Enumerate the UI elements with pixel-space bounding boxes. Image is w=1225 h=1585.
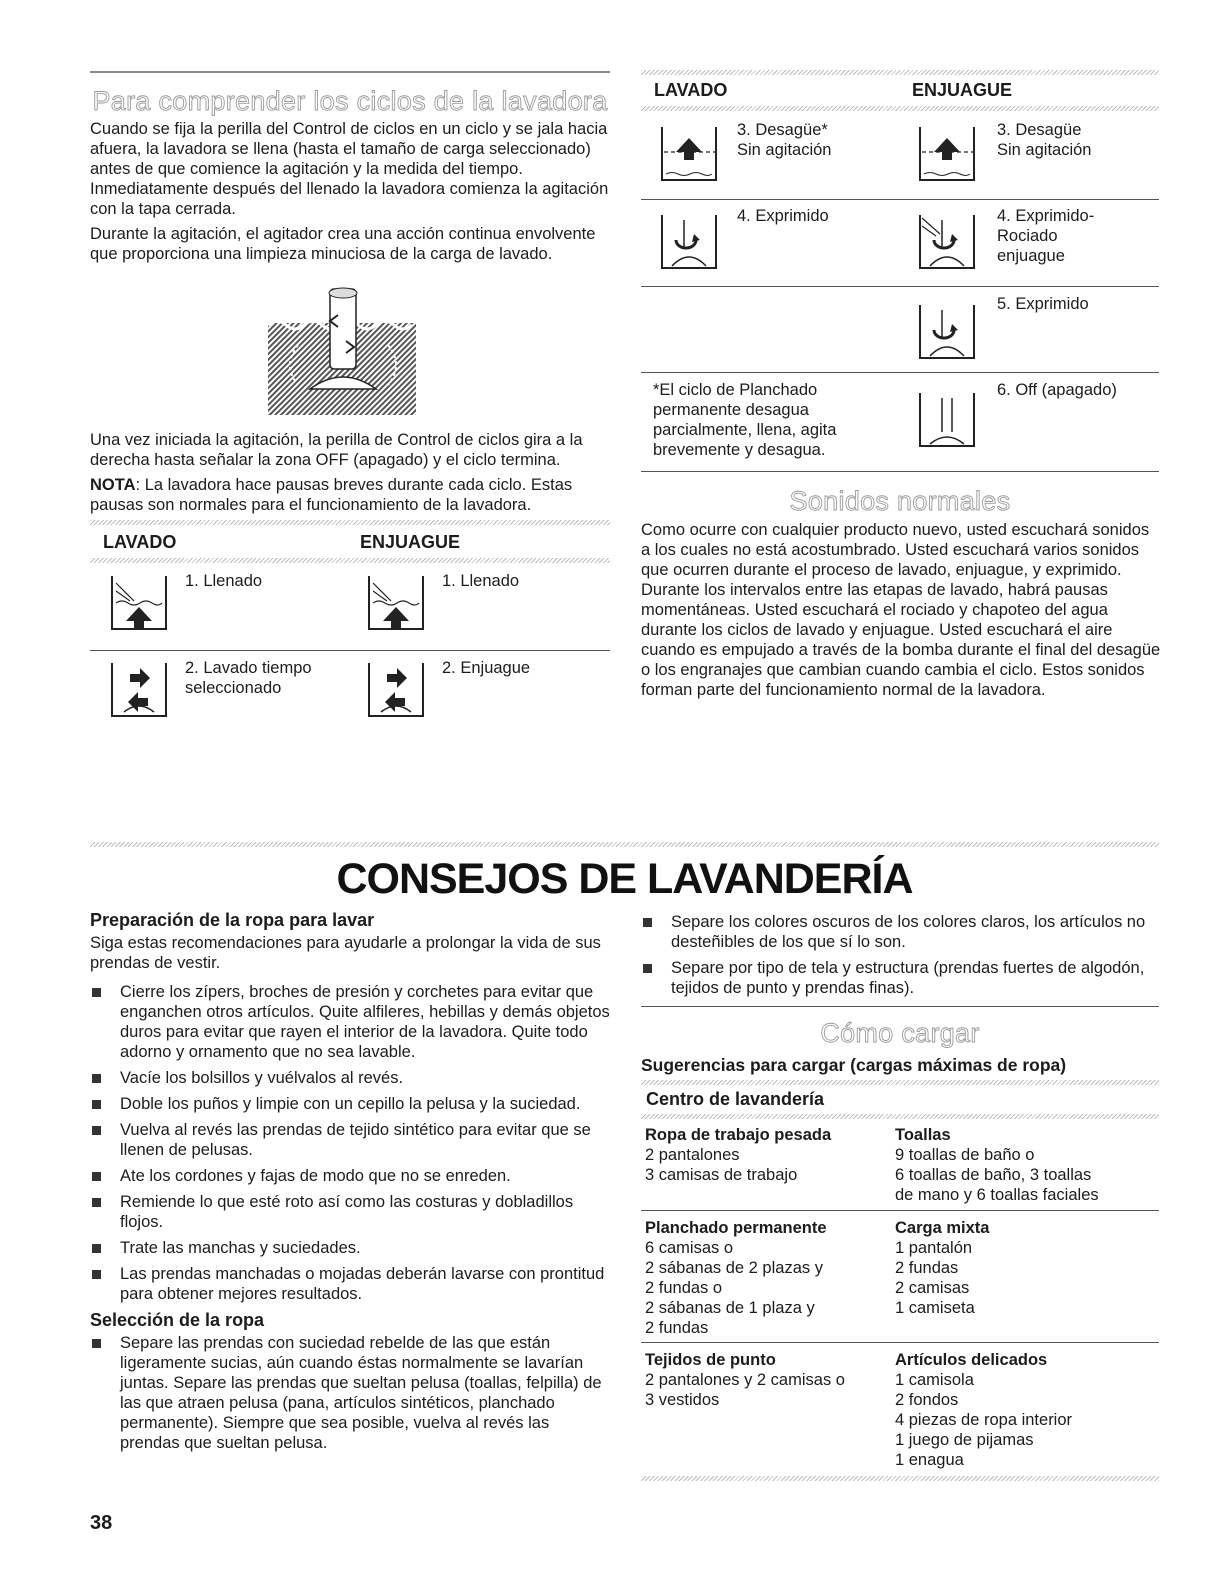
page-number: 38: [90, 1512, 113, 1534]
list-item: [90, 1238, 610, 1258]
load-cell-title: Artículos delicados: [895, 1351, 1048, 1369]
col-header-rinse-left: ENJUAGUE: [360, 532, 461, 552]
load-cell: [645, 1350, 895, 1470]
list-item: [90, 1094, 610, 1114]
fill-icon: [363, 573, 429, 631]
cycles-after: [90, 430, 620, 515]
cycles-paragraph-1: Cuando se fija la perilla del Control de ciclos en un ciclo y se jala hacia afuera, la lavadora se llena (hasta el tamaño de carga seleccionado) antes de que comience la agitación y la medida del tiempo. Inmediatamente después del llenado la lavadora comienza la agitación con la tapa cerrada.: [90, 120, 609, 218]
load-cell-lines: 9 toallas de baño o 6 toallas de baño, 3 toallas de mano y 6 toallas faciales: [895, 1146, 1099, 1204]
section-title-sounds: Sonidos normales: [789, 486, 1011, 516]
loading-subtitle: Sugerencias para cargar (cargas máximas de ropa): [641, 1055, 1067, 1075]
list-item: [90, 1120, 610, 1160]
cycles-note: [90, 475, 620, 515]
bullet-text: Vuelva al revés las prendas de tejido sintético para evitar que se llenen de pelusas.: [120, 1121, 591, 1159]
agitator-illustration: [268, 285, 416, 415]
bullet-text: Vacíe los bolsillos y vuélvalos al revés.: [120, 1069, 404, 1087]
bullet-text: Separe las prendas con suciedad rebelde de las que están ligeramente sucias, aún cuando éstas normalmente se lavarían juntas. Separe las prendas que sueltan pelusa (toallas, felpilla) de las que atraen pelusa (pana, artículos sintéticos, planchado permanente). Siempre que sea posible, vuelva al revés las prendas que sueltan pelusa.: [120, 1334, 602, 1452]
drain-icon: [656, 124, 722, 182]
table-row: [645, 1125, 1161, 1210]
bullet-icon: [643, 918, 652, 927]
bullet-icon: [92, 1244, 101, 1253]
load-cell-lines: 1 camisola 2 fondos 4 piezas de ropa interior 1 juego de pijamas 1 enagua: [895, 1371, 1073, 1469]
table-row: [645, 1343, 1161, 1470]
col-header-wash-left: LAVADO: [103, 532, 177, 552]
load-cell-title: Toallas: [895, 1126, 951, 1144]
load-cell-lines: 1 pantalón 2 fundas 2 camisas 1 camiseta: [895, 1239, 975, 1317]
rinse-step-4: 4. Exprimido- Rociado enjuague: [997, 207, 1095, 265]
rinse-step-2: 2. Enjuague: [442, 659, 531, 677]
load-cell: [895, 1218, 1161, 1342]
cycles-paragraph-3: Una vez iniciada la agitación, la perilla de Control de ciclos gira a la derecha hasta señalar la zona OFF (apagado) y el ciclo termina.: [90, 431, 583, 469]
wash-step-4: 4. Exprimido: [737, 207, 829, 225]
laundry-tips-title: CONSEJOS DE LAVANDERÍA: [336, 855, 913, 903]
bullet-icon: [643, 964, 652, 973]
load-cell: [895, 1125, 1161, 1210]
wash-step-3: 3. Desagüe* Sin agitación: [737, 121, 832, 159]
load-cell: [645, 1125, 895, 1210]
bullet-icon: [92, 1100, 101, 1109]
load-cell-lines: 2 pantalones 3 camisas de trabajo: [645, 1146, 798, 1184]
off-icon: [914, 390, 980, 448]
bullet-text: Doble los puños y limpie con un cepillo la pelusa y la suciedad.: [120, 1095, 581, 1113]
agitate-icon: [363, 660, 429, 718]
bullet-icon: [92, 988, 101, 997]
load-cell: [895, 1350, 1161, 1470]
list-item: [90, 982, 610, 1062]
col-header-wash-right: LAVADO: [654, 80, 728, 100]
load-cell-title: Carga mixta: [895, 1219, 990, 1237]
rinse-step-6: 6. Off (apagado): [997, 381, 1117, 399]
bullet-text: Separe los colores oscuros de los colores claros, los artículos no desteñibles de los que sí lo son.: [671, 913, 1146, 951]
list-item: [90, 1068, 610, 1088]
bullet-text: Cierre los zípers, broches de presión y corchetes para evitar que enganchen otros artículos. Quite alfileres, hebillas y demás objetos duros para evitar que rayen el interior de la lavadora. Quite todo adorno y ornamento que no sea lavable.: [120, 983, 610, 1061]
cycles-intro: [90, 119, 612, 264]
permanent-press-footnote: *El ciclo de Planchado permanente desagua parcialmente, llena, agita brevemente y desagua.: [653, 381, 837, 459]
bullet-text: Trate las manchas y suciedades.: [120, 1239, 361, 1257]
prep-intro: Siga estas recomendaciones para ayudarle a prolongar la vida de sus prendas de vestir.: [90, 934, 601, 972]
list-item: [90, 1166, 610, 1186]
bullet-text: Ate los cordones y fajas de modo que no se enreden.: [120, 1167, 511, 1185]
table-row: [645, 1211, 1161, 1342]
rinse-step-3: 3. Desagüe Sin agitación: [997, 121, 1092, 159]
col-header-rinse-right: ENJUAGUE: [912, 80, 1013, 100]
prep-section: [90, 910, 610, 1459]
note-text: : La lavadora hace pausas breves durante cada ciclo. Estas pausas son normales para el funcionamiento de la lavadora.: [90, 476, 573, 514]
note-label: NOTA: [90, 476, 136, 494]
bullet-text: Separe por tipo de tela y estructura (prendas fuertes de algodón, tejidos de punto y prendas finas).: [671, 959, 1145, 997]
list-item: [90, 1192, 610, 1232]
load-table: [645, 1125, 1161, 1470]
list-item: [641, 912, 1161, 952]
spin-icon: [914, 302, 980, 360]
bullet-icon: [92, 1074, 101, 1083]
load-cell-lines: 2 pantalones y 2 camisas o 3 vestidos: [645, 1371, 845, 1409]
list-item: [90, 1333, 610, 1453]
bullet-icon: [92, 1126, 101, 1135]
agitate-icon: [106, 660, 172, 718]
load-cell: [645, 1218, 895, 1342]
prep-heading: Preparación de la ropa para lavar: [90, 910, 375, 930]
spin-icon: [656, 212, 722, 270]
sounds-paragraph: Como ocurre con cualquier producto nuevo, usted escuchará sonidos a los cuales no está acostumbrado. Usted escuchará varios sonidos que ocurren durante el proceso de lavado, enjuague, y exprimido. Durante los intervalos entre las etapas de lavado, habrá pausas momentáneas. Usted escuchará el rociado y chapoteo del agua durante los ciclos de lavado y enjuague. Usted escuchará el aire cuando es empujado a través de la bomba durante el final del desagüe o los engranajes que cambian cuando cambia el ciclo. Estos sonidos forman parte del funcionamiento normal de la lavadora.: [641, 521, 1161, 699]
selection-continued: [641, 912, 1161, 1004]
wash-step-1: 1. Llenado: [185, 572, 263, 590]
wash-step-2: 2. Lavado tiempo seleccionado: [185, 659, 312, 697]
fill-icon: [106, 573, 172, 631]
load-cell-title: Tejidos de punto: [645, 1351, 776, 1369]
list-item: [90, 1264, 610, 1304]
bullet-icon: [92, 1172, 101, 1181]
selection-bullet-list: [90, 1333, 610, 1453]
cycles-paragraph-2: Durante la agitación, el agitador crea una acción continua envolvente que proporciona una limpieza minuciosa de la carga de lavado.: [90, 225, 596, 263]
load-cell-title: Planchado permanente: [645, 1219, 827, 1237]
drain-icon: [914, 124, 980, 182]
load-cell-title: Ropa de trabajo pesada: [645, 1126, 832, 1144]
rinse-step-5: 5. Exprimido: [997, 295, 1089, 313]
rinse-step-1: 1. Llenado: [442, 572, 520, 590]
section-title-loading: Cómo cargar: [820, 1018, 980, 1048]
load-cell-lines: 6 camisas o 2 sábanas de 2 plazas y 2 fundas o 2 sábanas de 1 plaza y 2 fundas: [645, 1239, 823, 1337]
bullet-text: Las prendas manchadas o mojadas deberán lavarse con prontitud para obtener mejores resultados.: [120, 1265, 605, 1303]
spray-rinse-icon: [914, 212, 980, 270]
list-item: [641, 958, 1161, 998]
bullet-text: Remiende lo que esté roto así como las costuras y dobladillos flojos.: [120, 1193, 574, 1231]
bullet-icon: [92, 1339, 101, 1348]
bullet-icon: [92, 1270, 101, 1279]
selection-heading: Selección de la ropa: [90, 1310, 265, 1330]
bullet-icon: [92, 1198, 101, 1207]
prep-bullet-list: [90, 982, 610, 1304]
laundry-center-title: Centro de lavandería: [646, 1089, 825, 1109]
section-title-cycles: Para comprender los ciclos de la lavadora: [92, 86, 608, 116]
